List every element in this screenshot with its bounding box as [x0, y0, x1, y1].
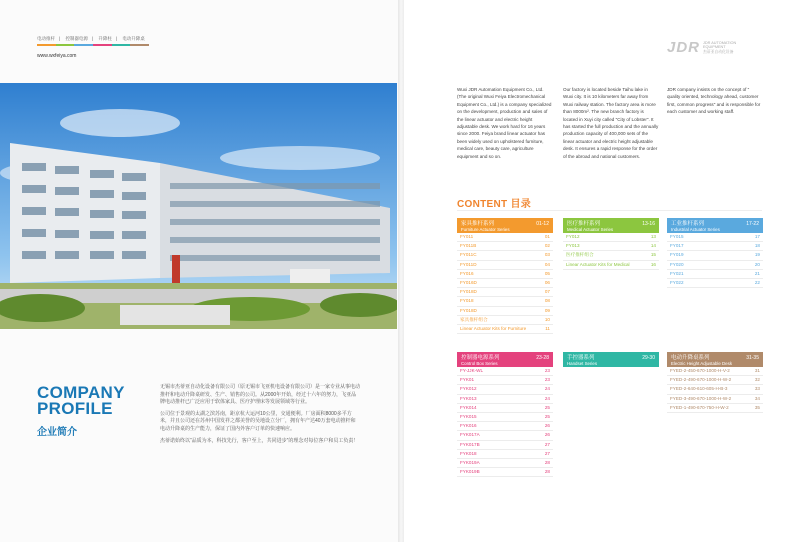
category-block [457, 352, 553, 477]
category-title-zh: 家具推杆系列 [461, 221, 495, 227]
row-page: 20 [754, 261, 760, 267]
row-model: FY011D [460, 261, 477, 267]
category-header [667, 352, 763, 367]
category-title-zh: 手控器系列 [567, 355, 595, 361]
category-title-en: Handset Series [567, 361, 598, 366]
category-pages: 13-16 [642, 221, 655, 227]
category-pages: 31-35 [746, 355, 759, 361]
content-row[interactable] [457, 404, 553, 413]
nav-item: 升降柱 [98, 36, 112, 41]
jdr-logo [667, 39, 736, 56]
row-model: FY012 [566, 234, 580, 239]
content-row[interactable] [457, 242, 553, 251]
logo-mark: JDR [667, 39, 701, 56]
row-model: FYK019A [460, 459, 480, 465]
category-header [457, 218, 553, 233]
company-profile-text [160, 384, 360, 449]
row-model: 医疗推杆组合 [566, 252, 594, 258]
category-block [457, 218, 553, 334]
row-page: 21 [754, 270, 760, 276]
content-row[interactable] [457, 422, 553, 431]
row-model: Linear Actuator Kits for Medical [566, 261, 630, 267]
category-title-en: Industrial Actuator Series [671, 227, 720, 232]
category-title-zh: 控制器电源系列 [461, 355, 500, 361]
row-page: 32 [754, 377, 760, 383]
row-model: FY020 [670, 261, 684, 267]
content-row[interactable] [667, 404, 763, 413]
row-model: FYK015 [460, 413, 477, 419]
content-row[interactable] [457, 367, 553, 376]
nav-item: 电动升降桌 [122, 36, 145, 41]
paragraph: 公司位于景观的太湖之滨苏南，距京杭大运河10公里，交通便利。厂房面积8000多平方米，并且公司还在苏州中国发祥之都美誉的吴地设立分厂，拥有年产达40万套电动推杆和电动升降桌的生产能力，保证了国内外客户订单的快速响应。 [160, 410, 356, 432]
category-header [563, 218, 659, 233]
row-model: FYK017B [460, 441, 480, 447]
category-block [563, 352, 659, 367]
company-profile-title: COMPANY PROFILE [37, 383, 125, 418]
content-row[interactable] [457, 325, 553, 334]
row-page: 02 [544, 243, 550, 249]
content-row[interactable] [563, 242, 659, 251]
category-title-en: Medical Actuator Series [567, 227, 614, 232]
content-row[interactable] [457, 270, 553, 279]
row-page: 07 [544, 289, 550, 295]
row-page: 17 [754, 234, 760, 239]
row-model: FY019 [670, 252, 684, 258]
row-model: FYK01 [460, 377, 475, 383]
row-page: 28 [544, 469, 550, 475]
intro-column-1: Wuxi JDR Automation Equipment Co., Ltd. (The original Wuxi Feiya Electromechanical Equipment Co., Ltd.) is a company specialized on the development, production and sales of the linear actuator and electric height adjustable desk. We work hard for 16 years since 2000. Feiya brand linear actuator has been widely used on upholstered furniture, medical care, beauty care, agriculture equipment and so on. [457, 87, 552, 159]
paragraph: 杰蒂诺始终以“品质为本，科技先行，客户至上，共同进步”的理念对每位客户和员工负责！ [160, 437, 359, 444]
row-page: 27 [544, 450, 550, 456]
row-page: 25 [544, 404, 550, 410]
row-model: FYED-2-490-670-1000-H-W-2 [670, 377, 732, 383]
content-row[interactable] [457, 413, 553, 422]
row-model: FYK019B [460, 469, 480, 475]
content-row[interactable] [457, 450, 553, 459]
logo-text: JDR AUTOMATION EQUIPMENT 杰蒂亚自动化设备 [703, 40, 737, 54]
content-row[interactable] [457, 431, 553, 440]
content-row[interactable] [667, 233, 763, 242]
row-page: 05 [544, 270, 550, 276]
content-row[interactable] [457, 307, 553, 316]
factory-illustration [0, 83, 397, 329]
row-model: FY011 [460, 234, 474, 239]
row-page: 22 [754, 279, 760, 285]
content-row[interactable] [667, 251, 763, 260]
row-model: FYED-1-490-670-750-H-W-2 [670, 404, 729, 410]
factory-photo [0, 83, 397, 329]
nav-item: 电动推杆 [37, 36, 55, 41]
content-row[interactable] [563, 251, 659, 260]
row-page: 23 [544, 377, 550, 383]
row-model: Linear Actuator Kits for Furniture [460, 325, 527, 331]
row-page: 34 [754, 395, 760, 401]
row-page: 24 [544, 395, 550, 401]
row-page: 25 [544, 413, 550, 419]
row-model: FY011B [460, 243, 477, 249]
row-page: 11 [545, 325, 550, 331]
row-model: 家具推杆组合 [460, 316, 488, 322]
row-model: FY-JJK-WL [460, 368, 484, 373]
content-row[interactable] [457, 459, 553, 468]
company-profile-subtitle: 企业简介 [37, 427, 77, 438]
row-model: FY021 [670, 270, 684, 276]
content-row[interactable] [563, 233, 659, 242]
content-row[interactable] [457, 261, 553, 270]
row-model: FY016 [460, 270, 474, 276]
category-block [563, 218, 659, 270]
content-row[interactable] [457, 441, 553, 450]
row-page: 03 [544, 252, 550, 258]
row-model: FYED-3-490-670-1000-H-W-2 [670, 395, 732, 401]
category-title-zh: 医疗推杆系列 [567, 221, 601, 227]
row-page: 04 [544, 261, 550, 267]
row-page: 23 [544, 368, 550, 373]
category-pages: 01-12 [536, 221, 549, 227]
content-row[interactable] [457, 233, 553, 242]
row-page: 15 [650, 252, 656, 258]
website-url: www.wxfeiya.com [37, 53, 77, 59]
category-header [667, 218, 763, 233]
row-model: FY018D [460, 307, 477, 313]
category-block [667, 352, 763, 413]
row-model: FYK018 [460, 450, 477, 456]
category-title-zh: 电动升降桌系列 [671, 355, 710, 361]
row-page: 09 [544, 307, 550, 313]
content-row[interactable] [563, 261, 659, 270]
content-row[interactable] [667, 242, 763, 251]
content-row[interactable] [457, 316, 553, 325]
category-header [563, 352, 659, 367]
row-page: 14 [650, 243, 656, 249]
row-page: 16 [650, 261, 656, 267]
content-title: CONTENT 目录 [457, 199, 532, 210]
row-model: FY018D [460, 289, 477, 295]
row-model: FYK017A [460, 432, 480, 438]
content-row[interactable] [667, 279, 763, 288]
content-row[interactable] [457, 251, 553, 260]
content-row[interactable] [667, 261, 763, 270]
category-header [457, 352, 553, 367]
row-model: FYED-2-640-610-605-H-B-3 [670, 386, 728, 392]
row-model: FYK014 [460, 404, 477, 410]
content-row[interactable] [457, 385, 553, 394]
color-bar [37, 44, 149, 46]
row-model: FY011C [460, 252, 477, 258]
row-model: FY016D [460, 279, 477, 285]
content-row[interactable] [667, 367, 763, 376]
category-title-en: Control Box Series [461, 361, 498, 366]
divider [457, 210, 762, 211]
paragraph: 无锡市杰蒂亚自动化设备有限公司（原无锡市飞亚机电设备有限公司）是一家专业从事电动推杆和电动升降桌研发、生产、销售的公司。从2000年开始，经过十六年的努力，飞亚品牌电动推杆已广泛应用于软体家具、医疗护理床等发展领域等行业。 [160, 384, 361, 406]
content-row[interactable] [457, 376, 553, 385]
category-pages: 17-22 [746, 221, 759, 227]
content-row[interactable] [667, 385, 763, 394]
row-page: 26 [544, 423, 550, 429]
row-page: 08 [544, 298, 550, 304]
row-model: FYK016 [460, 423, 477, 429]
row-model: FY022 [670, 279, 684, 285]
content-row[interactable] [457, 468, 553, 477]
content-row[interactable] [457, 395, 553, 404]
row-model: FYK012 [460, 386, 477, 392]
intro-column-2: Our factory is located beside Taihu lake in Wuxi city. It is 10 kilometers far away from Wuxi railway station. The factory area is more than 8000m². The new branch factory is located in Xuyi city called "City of Lobster". It has started the full production and the annually production capacity of 400,000 sets of the linear actuator and electric height adjustable desk. It ensures a rapid response for the order of the abroad and national customers. [563, 87, 659, 159]
book-spine [398, 0, 404, 542]
row-page: 31 [754, 368, 760, 373]
content-row[interactable] [457, 288, 553, 297]
row-model: FY017 [670, 243, 684, 249]
top-nav: 电动推杆 | 控制器电源 | 升降柱 | 电动升降桌 [37, 36, 145, 41]
row-page: 13 [650, 234, 656, 239]
row-page: 28 [544, 459, 550, 465]
row-model: FYED-2-450-670-1000-H-V-2 [670, 368, 730, 373]
category-title-en: Electric Height Adjustable Desk [671, 361, 733, 366]
row-page: 06 [544, 279, 550, 285]
category-pages: 29-30 [642, 355, 655, 361]
row-model: FY015 [670, 234, 684, 239]
nav-item: 控制器电源 [65, 36, 88, 41]
row-page: 27 [544, 441, 550, 447]
row-page: 33 [754, 386, 760, 392]
row-page: 35 [754, 404, 760, 410]
category-title-zh: 工业推杆系列 [671, 221, 705, 227]
content-row[interactable] [667, 270, 763, 279]
row-model: FY013 [566, 243, 580, 249]
content-row[interactable] [457, 279, 553, 288]
row-page: 19 [754, 252, 760, 258]
category-pages: 23-28 [536, 355, 549, 361]
row-page: 18 [754, 243, 760, 249]
row-page: 26 [544, 432, 550, 438]
content-row[interactable] [667, 376, 763, 385]
category-block [667, 218, 763, 288]
row-page: 24 [544, 386, 550, 392]
row-model: FYK013 [460, 395, 477, 401]
intro-column-3: JDR company insists on the concept of " quality oriented, technology ahead, customer first, common progress" and is responsible for each customer and working staff. [667, 87, 761, 115]
category-title-en: Furniture Actuator Series [461, 227, 510, 232]
row-page: 10 [544, 316, 550, 322]
content-row[interactable] [457, 297, 553, 306]
content-row[interactable] [667, 395, 763, 404]
row-page: 01 [544, 234, 550, 239]
row-model: FY018 [460, 298, 474, 304]
